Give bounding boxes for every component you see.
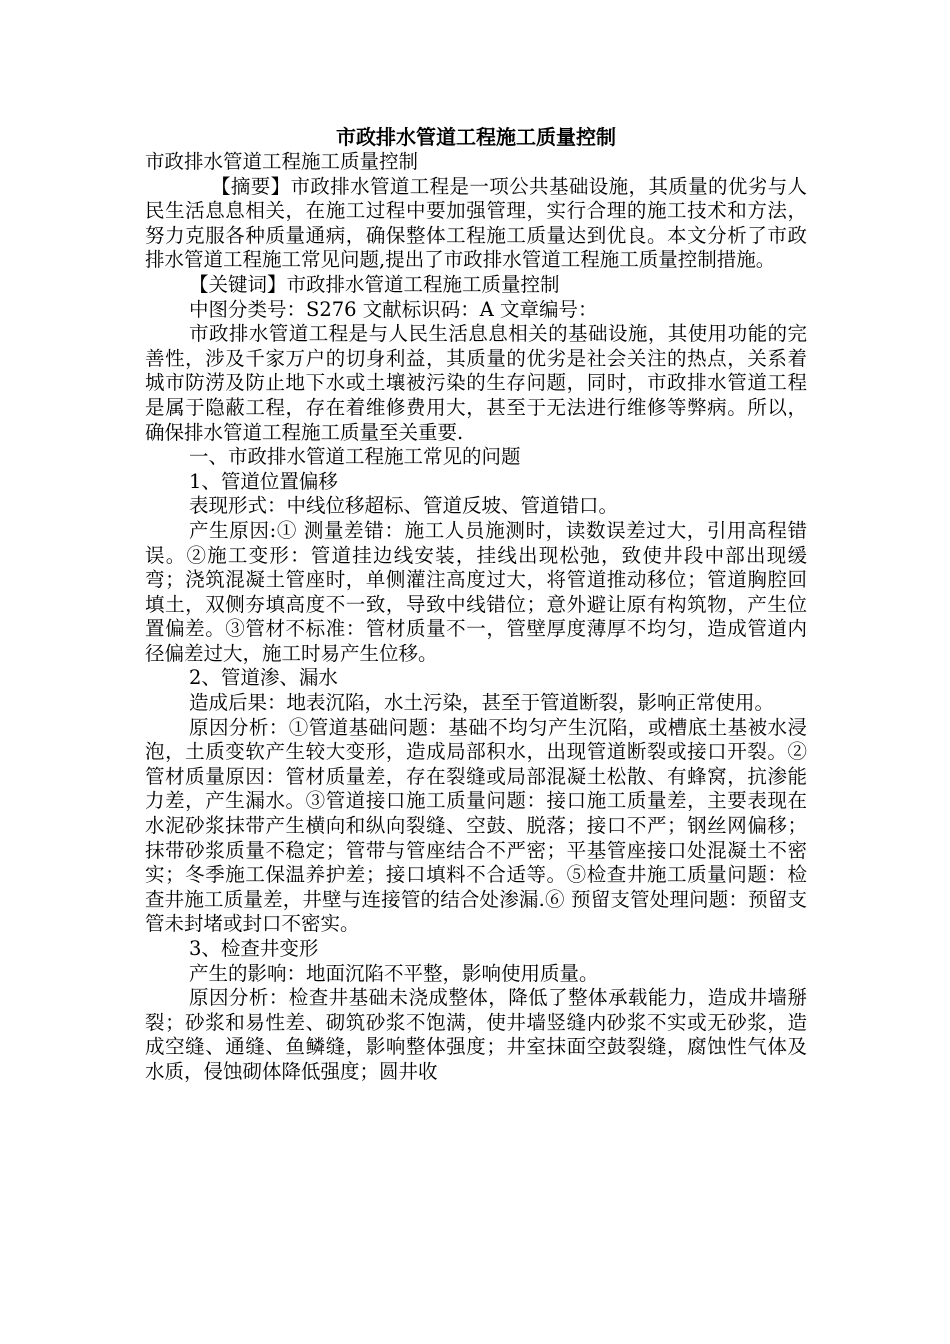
document-title: 市政排水管道工程施工质量控制 — [336, 125, 616, 149]
classification-paragraph: 中图分类号：S276 文献标识码：A 文章编号： — [189, 297, 598, 321]
body-paragraph: 原因分析：检查井基础未浇成整体，降低了整体承载能力，造成井墙掰裂；砂浆和易性差、砌筑砂浆不饱满，使井墙竖缝内砂浆不实或无砂浆，造成空缝、通缝、鱼鳞缝，影响整体强度；井室抹面空鼓裂缝，腐蚀性气体及水质，侵蚀砌体降低强度；圆井收 — [145, 986, 807, 1083]
body-paragraph: 产生原因:① 测量差错：施工人员施测时，读数误差过大，引用高程错误。②施工变形：管道挂边线安装，挂线出现松弛，致使井段中部出现缓弯；浇筑混凝土管座时，单侧灌注高度过大，将管道推动移位；管道胸腔回填土，双侧夯填高度不一致，导致中线错位；意外避让原有构筑物，产生位置偏差。③管材不标准：管材质量不一，管壁厚度薄厚不均匀，造成管道内径偏差过大，施工时易产生位移。 — [145, 518, 807, 665]
body-paragraph: 产生的影响：地面沉陷不平整，影响使用质量。 — [189, 961, 599, 985]
document-page — [145, 124, 807, 1085]
section-heading-1: 一、市政排水管道工程施工常见的问题 — [189, 445, 521, 469]
subheading-1: 1、管道位置偏移 — [189, 469, 338, 493]
abstract-paragraph: 【摘要】市政排水管道工程是一项公共基础设施，其质量的优劣与人民生活息息相关，在施工过程中要加强管理，实行合理的施工技术和方法，努力克服各种质量通病，确保整体工程施工质量达到优良。本文分析了市政排水管道工程施工常见问题,提出了市政排水管道工程施工质量控制措施。 — [145, 174, 807, 272]
body-paragraph: 表现形式：中线位移超标、管道反坡、管道错口。 — [189, 494, 619, 518]
keywords-paragraph: 【关键词】市政排水管道工程施工质量控制 — [189, 272, 560, 296]
subheading-3: 3、检查井变形 — [189, 937, 319, 960]
intro-paragraph: 市政排水管道工程是与人民生活息息相关的基础设施，其使用功能的完善性，涉及千家万户的切身利益，其质量的优劣是社会关注的热点，关系着城市防涝及防止地下水或土壤被污染的生存问题，同时，市政排水管道工程是属于隐蔽工程，存在着维修费用大，甚至于无法进行维修等弊病。所以，确保排水管道工程施工质量至关重要. — [145, 322, 807, 444]
subheading-2: 2、管道渗、漏水 — [189, 666, 338, 690]
body-paragraph: 原因分析：①管道基础问题：基础不均匀产生沉陷，或槽底土基被水浸泡，土质变软产生较大变形，造成局部积水，出现管道断裂或接口开裂。②管材质量原因：管材质量差，存在裂缝或局部混凝土松散、有蜂窝，抗渗能力差，产生漏水。③管道接口施工质量问题：接口施工质量差，主要表现在水泥砂浆抹带产生横向和纵向裂缝、空鼓、脱落；接口不严；钢丝网偏移；抹带砂浆质量不稳定；管带与管座结合不严密；平基管座接口处混凝土不密实；冬季施工保温养护差；接口填料不合适等。⑤检查井施工质量问题：检查井施工质量差，井壁与连接管的结合处渗漏.⑥ 预留支管处理问题：预留支管未封堵或封口不密实。 — [145, 715, 807, 936]
body-paragraph: 造成后果：地表沉陷，水土污染，甚至于管道断裂，影响正常使用。 — [189, 691, 775, 715]
document-subtitle: 市政排水管道工程施工质量控制 — [145, 150, 419, 173]
